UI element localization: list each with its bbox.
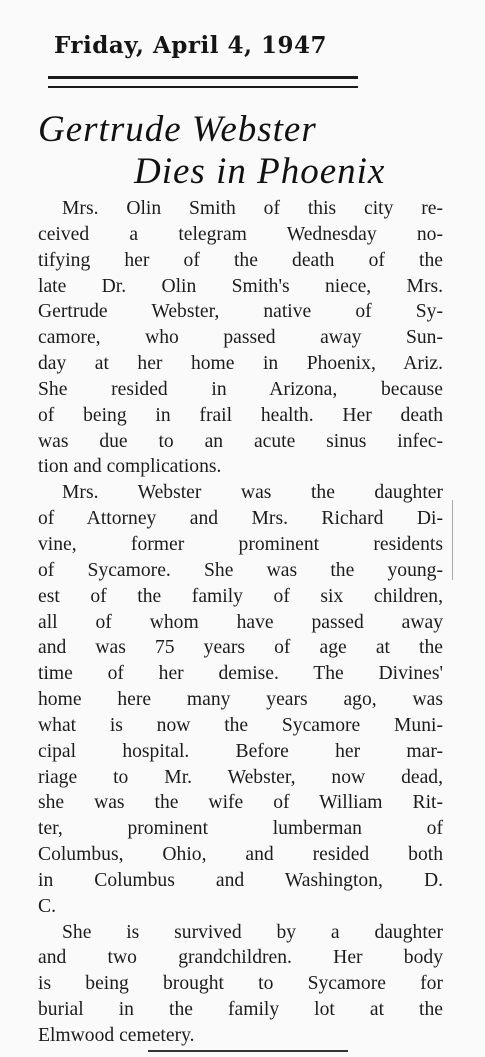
- body-line: burial in the family lot at the: [38, 999, 443, 1021]
- body-line: est of the family of six children,: [38, 585, 443, 607]
- dateline: Friday, April 4, 1947: [54, 32, 328, 59]
- body-line: and two grandchildren. Her body: [38, 947, 443, 969]
- headline-line-1: Gertrude Webster: [38, 109, 317, 150]
- body-line: day at her home in Phoenix, Ariz.: [38, 353, 443, 375]
- body-line: time of her demise. The Divines': [38, 663, 443, 685]
- body-line: camore, who passed away Sun-: [38, 327, 443, 349]
- body-line: vine, former prominent residents: [38, 533, 443, 555]
- body-line: in Columbus and Washington, D.: [38, 869, 443, 891]
- body-line: was due to an acute sinus infec-: [38, 430, 443, 452]
- body-line: ceived a telegram Wednesday no-: [38, 223, 443, 245]
- dateline-rule-bottom: [48, 86, 358, 88]
- closing-rule: [148, 1050, 348, 1052]
- body-line: Mrs. Olin Smith of this city re-: [62, 198, 443, 219]
- body-line: late Dr. Olin Smith's niece, Mrs.: [38, 275, 443, 297]
- body-line: Columbus, Ohio, and resided both: [38, 844, 443, 866]
- article-body: [38, 196, 443, 1049]
- body-line: is being brought to Sycamore for: [38, 973, 443, 995]
- body-line: Mrs. Webster was the daughter: [62, 482, 443, 504]
- body-line: tion and complications.: [38, 456, 222, 478]
- body-line: She resided in Arizona, because: [38, 378, 443, 400]
- body-line: Gertrude Webster, native of Sy-: [38, 301, 443, 323]
- body-line: of Sycamore. She was the young-: [38, 559, 443, 581]
- body-line: Elmwood cemetery.: [38, 1025, 195, 1046]
- body-line: cipal hospital. Before her mar-: [38, 740, 443, 762]
- body-line: she was the wife of William Rit-: [38, 792, 443, 814]
- column-edge: [452, 500, 453, 580]
- body-line: C.: [38, 895, 56, 917]
- body-line: of Attorney and Mrs. Richard Di-: [38, 508, 443, 530]
- body-line: ter, prominent lumberman of: [38, 818, 443, 840]
- body-line: She is survived by a daughter: [62, 921, 443, 943]
- body-line: home here many years ago, was: [38, 689, 443, 711]
- body-line: tifying her of the death of the: [38, 249, 443, 271]
- body-line: riage to Mr. Webster, now dead,: [38, 766, 443, 788]
- body-line: all of whom have passed away: [38, 611, 443, 633]
- dateline-rule-top: [48, 76, 358, 79]
- body-line: what is now the Sycamore Muni-: [38, 714, 443, 736]
- body-line: of being in frail health. Her death: [38, 404, 443, 426]
- headline-line-2: Dies in Phoenix: [134, 151, 386, 192]
- body-line: and was 75 years of age at the: [38, 637, 443, 659]
